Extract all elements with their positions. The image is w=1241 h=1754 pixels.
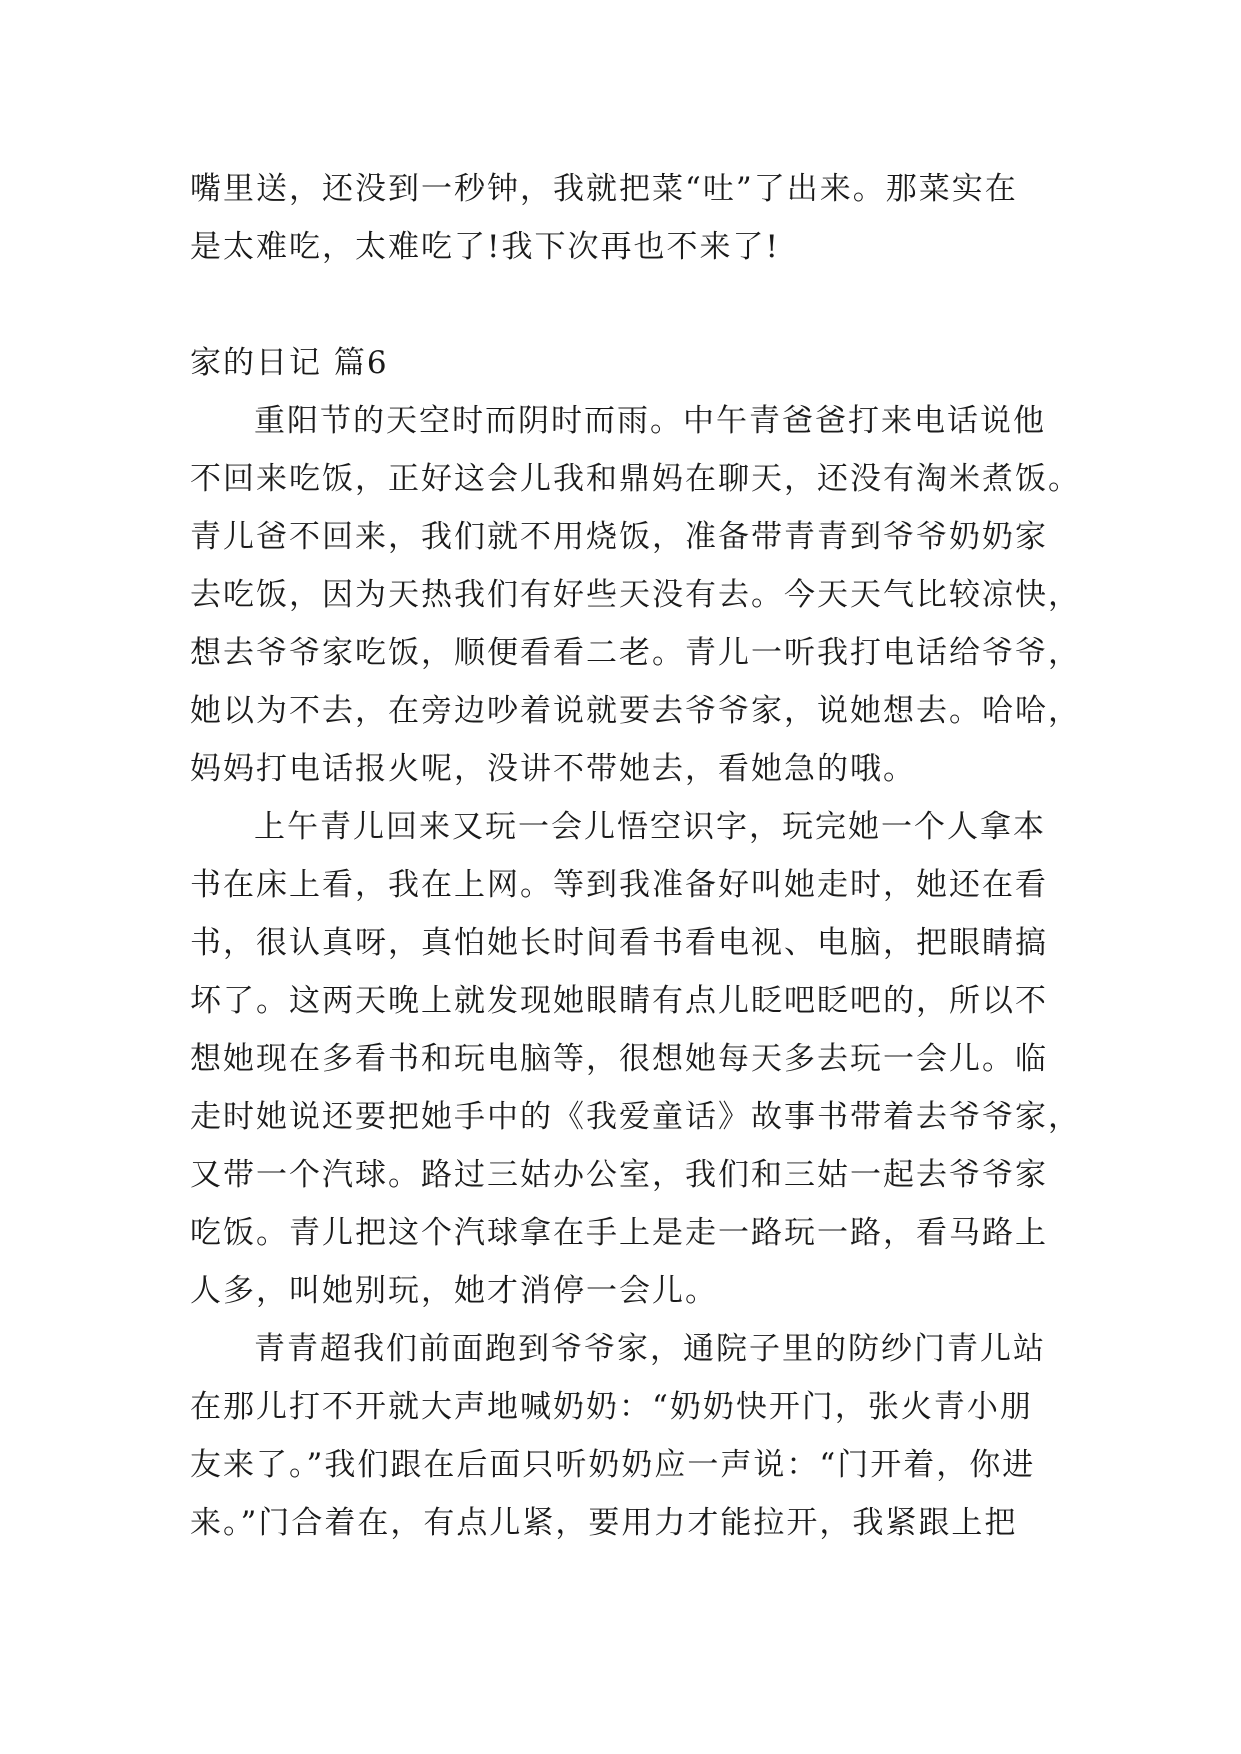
text-line: 妈妈打电话报火呢，没讲不带她去，看她急的哦。 <box>190 751 916 787</box>
text-line: 她以为不去，在旁边吵着说就要去爷爷家，说她想去。哈哈， <box>190 693 1081 729</box>
text-line: 重阳节的天空时而阴时而雨。中午青爸爸打来电话说他 <box>254 403 1046 439</box>
paragraph <box>190 798 1081 1320</box>
section-title: 家的日记 篇6 <box>190 345 389 381</box>
text-line: 在那儿打不开就大声地喊奶奶：“奶奶快开门，张火青小朋 <box>190 1389 1033 1425</box>
text-line: 青青超我们前面跑到爷爷家，通院子里的防纱门青儿站 <box>254 1331 1046 1367</box>
text-line: 吃饭。青儿把这个汽球拿在手上是走一路玩一路，看马路上 <box>190 1215 1048 1251</box>
text-line: 嘴里送，还没到一秒钟，我就把菜“吐”了出来。那菜实在 <box>190 171 1018 207</box>
text-line: 上午青儿回来又玩一会儿悟空识字，玩完她一个人拿本 <box>254 809 1046 845</box>
text-line: 青儿爸不回来，我们就不用烧饭，准备带青青到爷爷奶奶家 <box>190 519 1048 555</box>
text-line: 书在床上看，我在上网。等到我准备好叫她走时，她还在看 <box>190 867 1048 903</box>
spacer <box>190 276 1052 334</box>
text-line: 是太难吃，太难吃了!我下次再也不来了! <box>190 229 780 265</box>
text-line: 想去爷爷家吃饭，顺便看看二老。青儿一听我打电话给爷爷， <box>190 635 1081 671</box>
text-line: 友来了。”我们跟在后面只听奶奶应一声说：“门开着，你进 <box>190 1447 1036 1483</box>
paragraph <box>190 1320 1052 1552</box>
paragraph <box>190 392 1081 798</box>
document-body <box>190 160 1081 1552</box>
text-line: 走时她说还要把她手中的《我爱童话》故事书带着去爷爷家， <box>190 1099 1081 1135</box>
text-line: 又带一个汽球。路过三姑办公室，我们和三姑一起去爷爷家 <box>190 1157 1048 1193</box>
text-line: 书，很认真呀，真怕她长时间看书看电视、电脑，把眼睛搞 <box>190 925 1048 961</box>
text-line: 人多，叫她别玩，她才消停一会儿。 <box>190 1273 718 1309</box>
text-line: 去吃饭，因为天热我们有好些天没有去。今天天气比较凉快， <box>190 577 1081 613</box>
text-line: 来。”门合着在，有点儿紧，要用力才能拉开，我紧跟上把 <box>190 1505 1018 1541</box>
text-line: 不回来吃饭，正好这会儿我和鼎妈在聊天，还没有淘米煮饭。 <box>190 461 1081 497</box>
text-line: 想她现在多看书和玩电脑等，很想她每天多去玩一会儿。临 <box>190 1041 1048 1077</box>
text-line: 坏了。这两天晚上就发现她眼睛有点儿眨吧眨吧的，所以不 <box>190 983 1048 1019</box>
